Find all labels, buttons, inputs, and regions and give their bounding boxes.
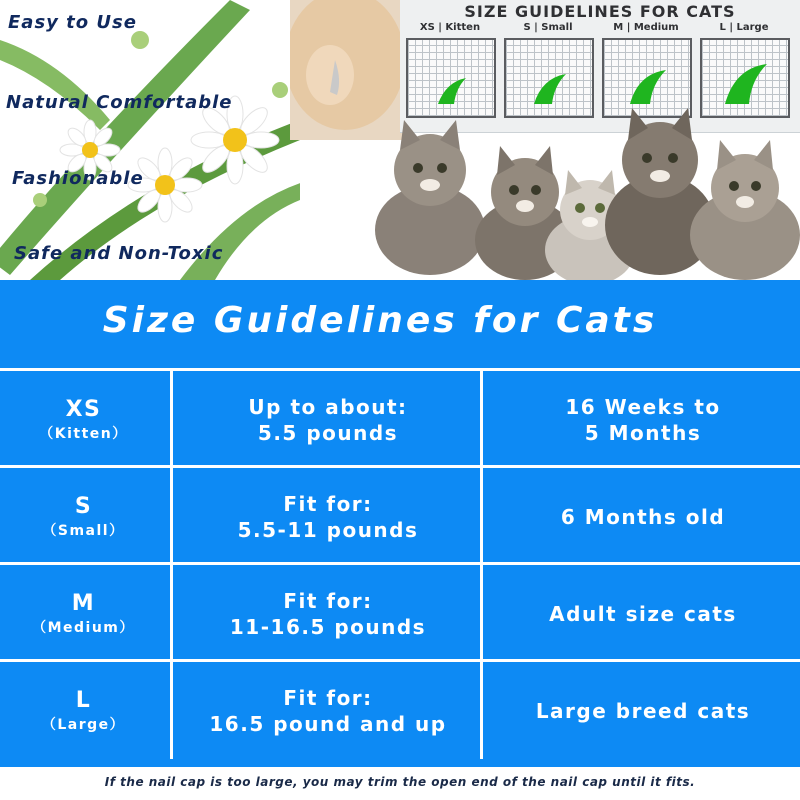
age-cell bbox=[480, 662, 800, 759]
age-line-1: 6 Months old bbox=[560, 504, 726, 529]
table-row bbox=[0, 465, 800, 565]
weight-line-1: Fit for: bbox=[283, 491, 373, 516]
age-line-2: 5 Months bbox=[584, 420, 702, 445]
size-name: （Small） bbox=[42, 522, 125, 539]
sheet-title: SIZE GUIDELINES FOR CATS bbox=[464, 2, 736, 21]
table-row bbox=[0, 368, 800, 468]
feature-fashionable: Fashionable bbox=[12, 168, 144, 189]
size-cell bbox=[0, 565, 167, 662]
weight-line-2: 5.5 pounds bbox=[257, 420, 399, 445]
product-photo-area bbox=[0, 0, 800, 280]
size-cell bbox=[0, 662, 167, 759]
sheet-col-l: L | Large bbox=[719, 22, 769, 33]
size-guide-panel bbox=[0, 280, 800, 800]
size-name: （Medium） bbox=[32, 619, 135, 636]
age-line-1: Large breed cats bbox=[535, 698, 751, 723]
weight-cell bbox=[170, 565, 483, 662]
weight-line-2: 11-16.5 pounds bbox=[229, 614, 427, 639]
sheet-col-m: M | Medium bbox=[613, 22, 679, 33]
feature-easy: Easy to Use bbox=[8, 12, 137, 33]
age-line-1: Adult size cats bbox=[549, 601, 737, 626]
feature-comfortable: Natural Comfortable bbox=[6, 92, 233, 113]
sheet-col-s: S | Small bbox=[523, 22, 573, 33]
size-code: S bbox=[74, 493, 93, 519]
page-title: Size Guidelines for Cats bbox=[102, 300, 658, 341]
footnote: If the nail cap is too large, you may trim the open end of the nail cap until it fits. bbox=[104, 775, 696, 789]
weight-cell bbox=[170, 468, 483, 565]
hero-image bbox=[290, 0, 800, 280]
size-cell bbox=[0, 371, 167, 468]
weight-line-2: 5.5-11 pounds bbox=[237, 517, 419, 542]
weight-cell bbox=[170, 371, 483, 468]
table-row bbox=[0, 659, 800, 759]
footnote-bar bbox=[0, 767, 800, 800]
weight-line-1: Up to about: bbox=[248, 394, 408, 419]
age-cell bbox=[480, 468, 800, 565]
size-table bbox=[0, 368, 800, 768]
size-code: L bbox=[75, 687, 92, 713]
size-name: （Kitten） bbox=[39, 425, 128, 442]
age-cell bbox=[480, 371, 800, 468]
age-line-1: 16 Weeks to bbox=[565, 394, 721, 419]
table-row bbox=[0, 562, 800, 662]
weight-line-1: Fit for: bbox=[283, 588, 373, 613]
weight-cell bbox=[170, 662, 483, 759]
size-code: XS bbox=[65, 396, 102, 422]
weight-line-1: Fit for: bbox=[283, 685, 373, 710]
size-cell bbox=[0, 468, 167, 565]
age-cell bbox=[480, 565, 800, 662]
feature-safe: Safe and Non-Toxic bbox=[14, 243, 224, 264]
size-code: M bbox=[71, 590, 96, 616]
weight-line-2: 16.5 pound and up bbox=[209, 711, 447, 736]
kittens-image bbox=[290, 0, 800, 280]
feature-list bbox=[0, 0, 300, 280]
sheet-col-xs: XS | Kitten bbox=[419, 22, 481, 33]
size-name: （Large） bbox=[41, 716, 126, 733]
